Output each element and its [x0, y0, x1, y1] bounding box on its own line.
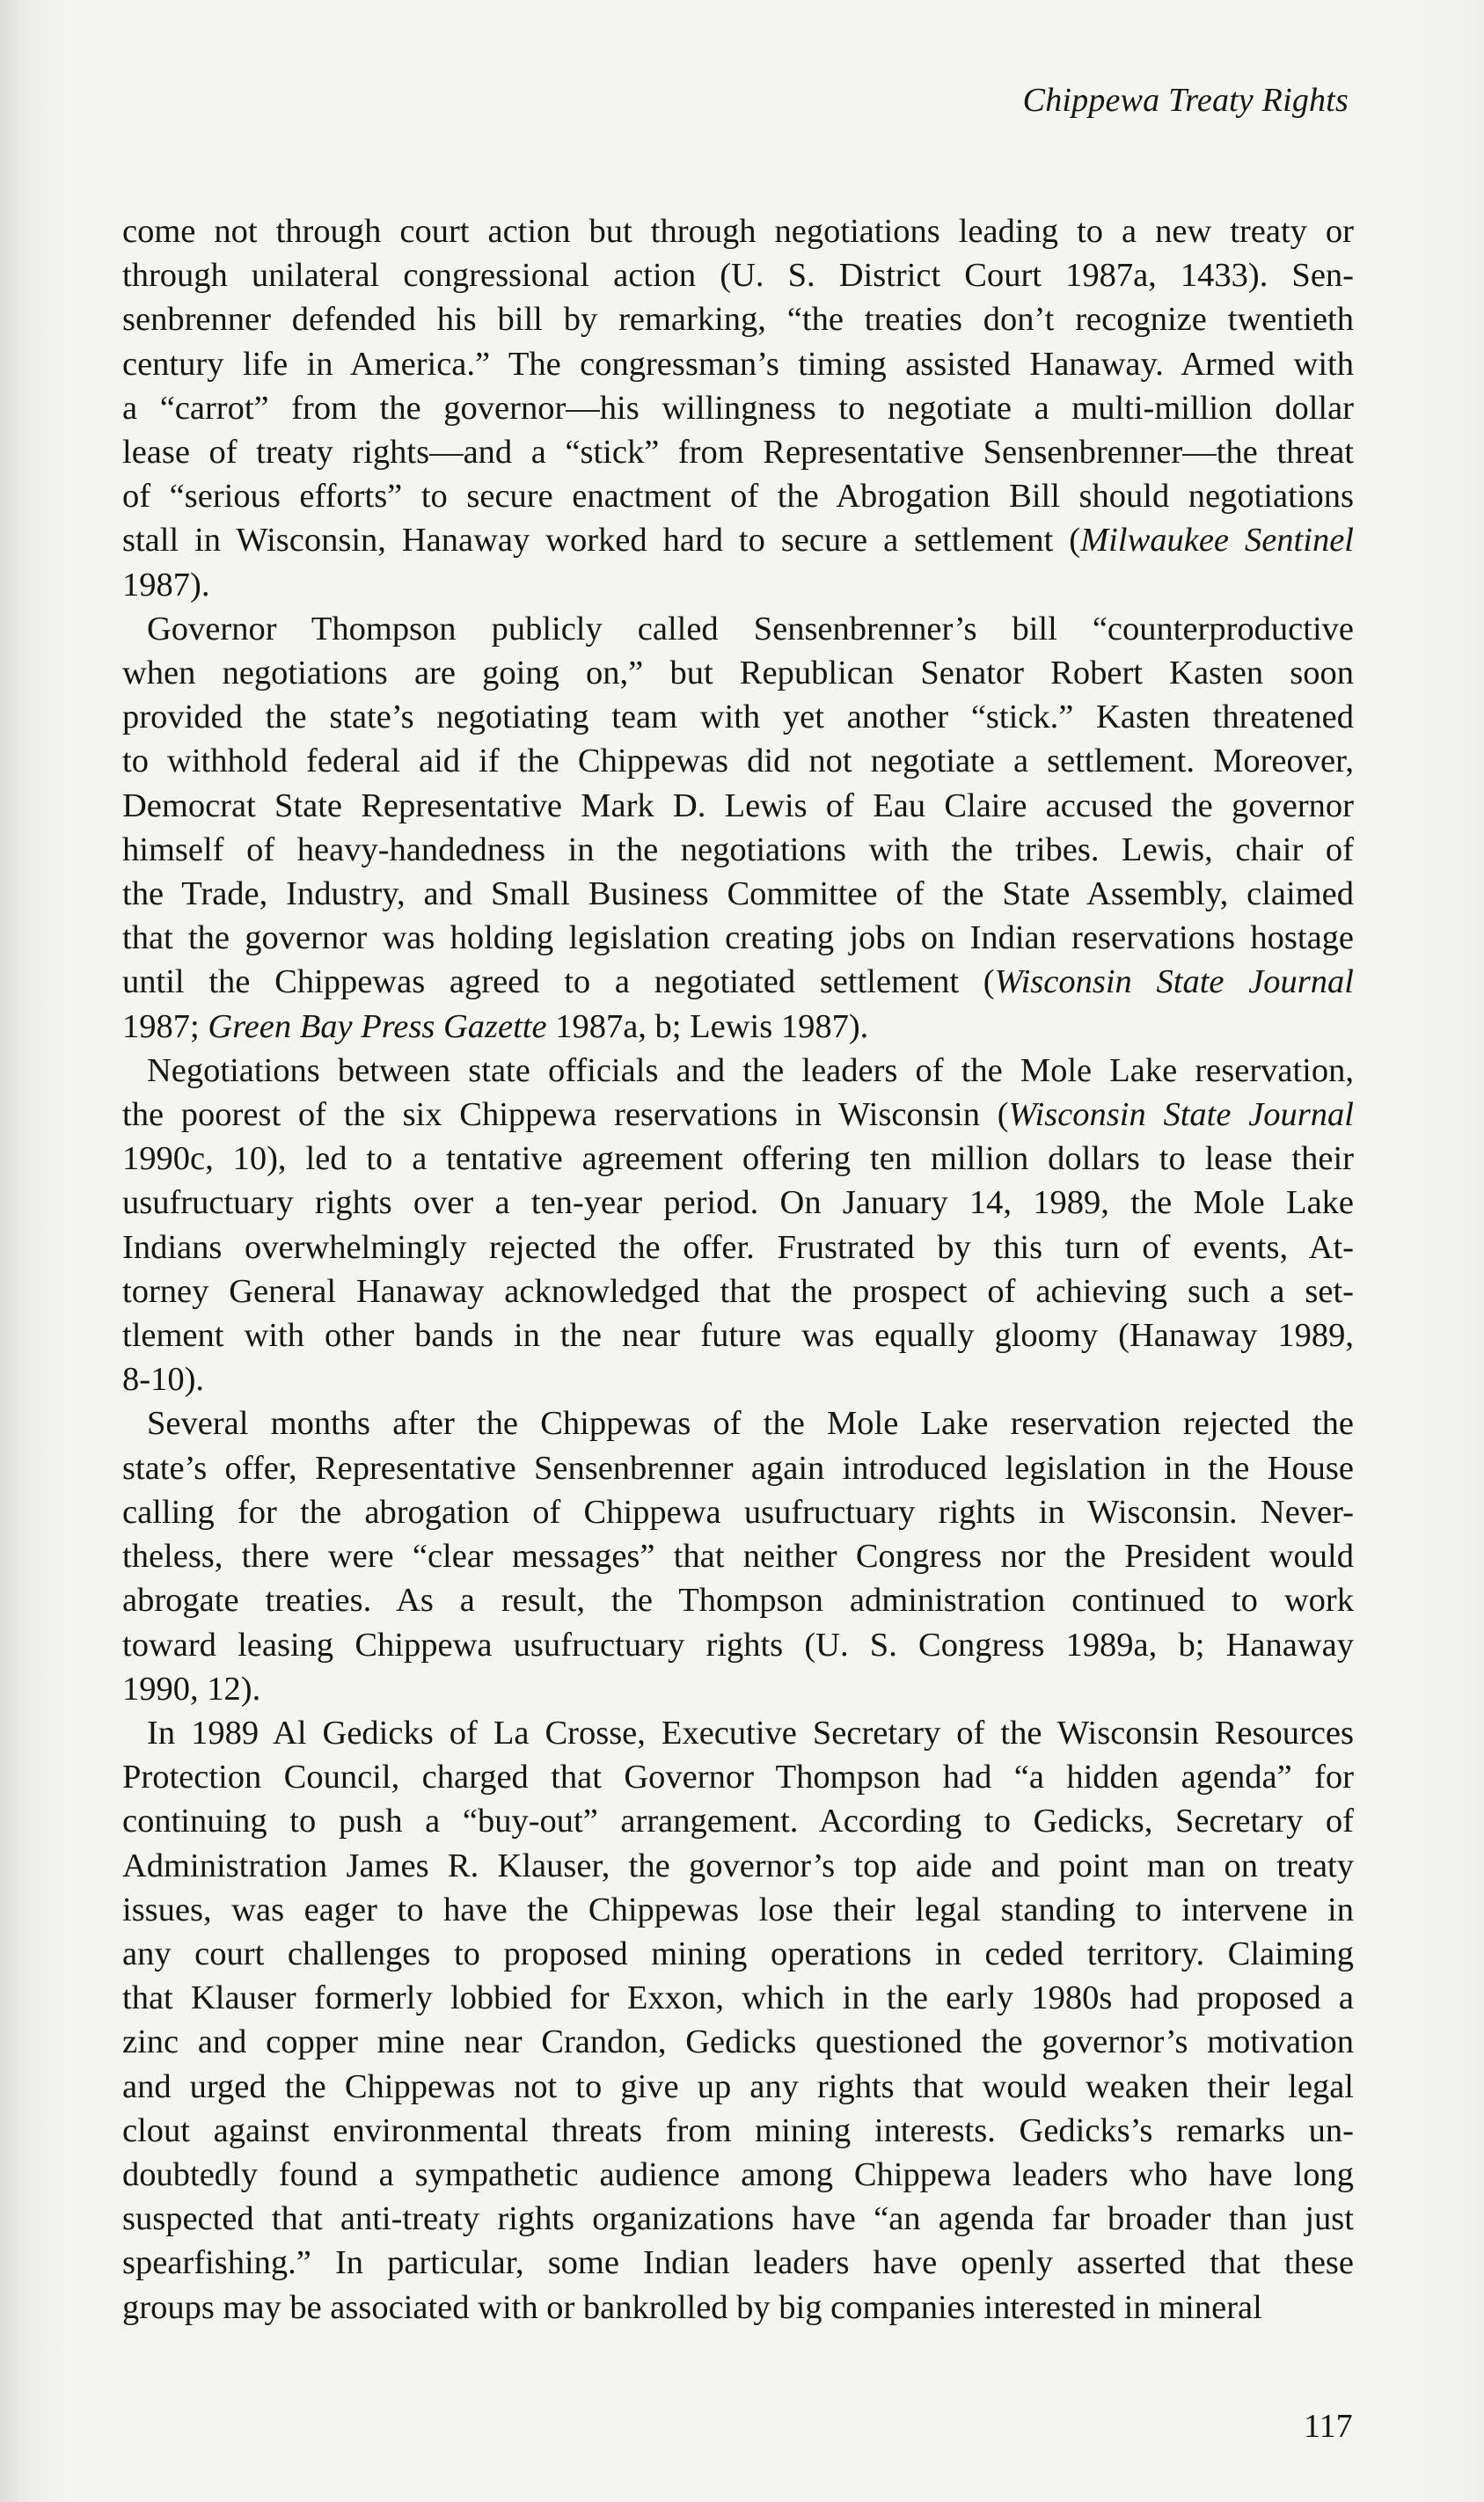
- text-line: Democrat State Representative Mark D. Lewis of Eau Claire accused the governor: [122, 786, 1354, 824]
- text-line: spearfishing.” In particular, some Indian leaders have openly asserted that these: [122, 2244, 1354, 2282]
- text-line: Administration James R. Klauser, the governor’s top aide and point man on treaty: [122, 1847, 1354, 1884]
- paragraph: [122, 209, 1354, 607]
- paragraph: [122, 1049, 1354, 1402]
- text-line: abrogate treaties. As a result, the Thompson administration continued to work: [122, 1582, 1354, 1620]
- text-line: zinc and copper mine near Crandon, Gedicks questioned the governor’s motivation: [122, 2023, 1354, 2061]
- text-line: through unilateral congressional action (U. S. District Court 1987a, 1433). Sen-: [122, 257, 1354, 295]
- text-line: tlement with other bands in the near future was equally gloomy (Hanaway 1989,: [122, 1317, 1354, 1355]
- text-line: doubtedly found a sympathetic audience among Chippewa leaders who have long: [122, 2155, 1354, 2193]
- text-line: 1987).: [122, 566, 210, 604]
- text-line: century life in America.” The congressman’s timing assisted Hanaway. Armed with: [122, 345, 1354, 383]
- text-line: theless, there were “clear messages” that neither Congress nor the President would: [122, 1538, 1354, 1576]
- text-line: of “serious efforts” to secure enactment of the Abrogation Bill should negotiations: [122, 478, 1354, 516]
- paragraph: [122, 1401, 1354, 1710]
- text-line: to withhold federal aid if the Chippewas did not negotiate a settlement. Moreover,: [122, 743, 1354, 780]
- text-line: 1987; Green Bay Press Gazette 1987a, b; Lewis 1987).: [122, 1007, 869, 1045]
- text-line: a “carrot” from the governor—his willingness to negotiate a multi-million dollar: [122, 389, 1354, 427]
- text-line: lease of treaty rights—and a “stick” from Representative Sensenbrenner—the threat: [122, 434, 1354, 472]
- text-line: groups may be associated with or bankrolled by big companies interested in mineral: [122, 2288, 1262, 2326]
- text-line: stall in Wisconsin, Hanaway worked hard to secure a settlement (Milwaukee Sentinel: [122, 522, 1354, 560]
- text-line: In 1989 Al Gedicks of La Crosse, Executive Secretary of the Wisconsin Resources: [147, 1714, 1354, 1752]
- page-number: 117: [1304, 2408, 1353, 2445]
- running-head: Chippewa Treaty Rights: [1022, 82, 1349, 119]
- text-line: that Klauser formerly lobbied for Exxon, which in the early 1980s had proposed a: [122, 1979, 1354, 2017]
- text-line: Negotiations between state officials and the leaders of the Mole Lake reservation,: [147, 1051, 1354, 1089]
- text-line: 8-10).: [122, 1361, 205, 1399]
- text-line: suspected that anti-treaty rights organizations have “an agenda far broader than just: [122, 2200, 1354, 2238]
- text-line: senbrenner defended his bill by remarking, “the treaties don’t recognize twentieth: [122, 301, 1354, 339]
- text-line: and urged the Chippewas not to give up any rights that would weaken their legal: [122, 2067, 1354, 2105]
- text-line: the Trade, Industry, and Small Business Committee of the State Assembly, claimed: [122, 875, 1354, 913]
- text-line: 1990c, 10), led to a tentative agreement offering ten million dollars to lease their: [122, 1140, 1354, 1178]
- text-line: Governor Thompson publicly called Sensenbrenner’s bill “counterproductive: [147, 610, 1354, 647]
- text-line: Protection Council, charged that Governor Thompson had “a hidden agenda” for: [122, 1759, 1354, 1796]
- text-line: Several months after the Chippewas of the Mole Lake reservation rejected the: [147, 1405, 1354, 1443]
- text-line: provided the state’s negotiating team with yet another “stick.” Kasten threatened: [122, 699, 1354, 736]
- body-text: [122, 209, 1354, 2330]
- text-line: until the Chippewas agreed to a negotiated settlement (Wisconsin State Journal: [122, 963, 1354, 1001]
- paragraph: [122, 607, 1354, 1049]
- text-line: calling for the abrogation of Chippewa usufructuary rights in Wisconsin. Never-: [122, 1493, 1354, 1531]
- text-line: when negotiations are going on,” but Republican Senator Robert Kasten soon: [122, 655, 1354, 692]
- text-line: torney General Hanaway acknowledged that the prospect of achieving such a set-: [122, 1272, 1354, 1310]
- text-line: continuing to push a “buy-out” arrangement. According to Gedicks, Secretary of: [122, 1803, 1354, 1840]
- text-line: clout against environmental threats from mining interests. Gedicks’s remarks un-: [122, 2111, 1354, 2149]
- text-line: state’s offer, Representative Sensenbrenner again introduced legislation in the House: [122, 1449, 1354, 1487]
- text-line: the poorest of the six Chippewa reservations in Wisconsin (Wisconsin State Journal: [122, 1096, 1354, 1134]
- text-line: any court challenges to proposed mining operations in ceded territory. Claiming: [122, 1935, 1354, 1972]
- text-line: that the governor was holding legislation creating jobs on Indian reservations hostage: [122, 919, 1354, 957]
- text-line: issues, was eager to have the Chippewas lose their legal standing to intervene in: [122, 1891, 1354, 1928]
- text-line: Indians overwhelmingly rejected the offer. Frustrated by this turn of events, At-: [122, 1228, 1354, 1266]
- text-line: himself of heavy-handedness in the negotiations with the tribes. Lewis, chair of: [122, 830, 1354, 868]
- text-line: usufructuary rights over a ten-year period. On January 14, 1989, the Mole Lake: [122, 1184, 1354, 1222]
- paragraph: [122, 1711, 1354, 2330]
- text-line: 1990, 12).: [122, 1670, 261, 1708]
- text-line: come not through court action but through negotiations leading to a new treaty or: [122, 213, 1354, 250]
- text-line: toward leasing Chippewa usufructuary rights (U. S. Congress 1989a, b; Hanaway: [122, 1626, 1354, 1664]
